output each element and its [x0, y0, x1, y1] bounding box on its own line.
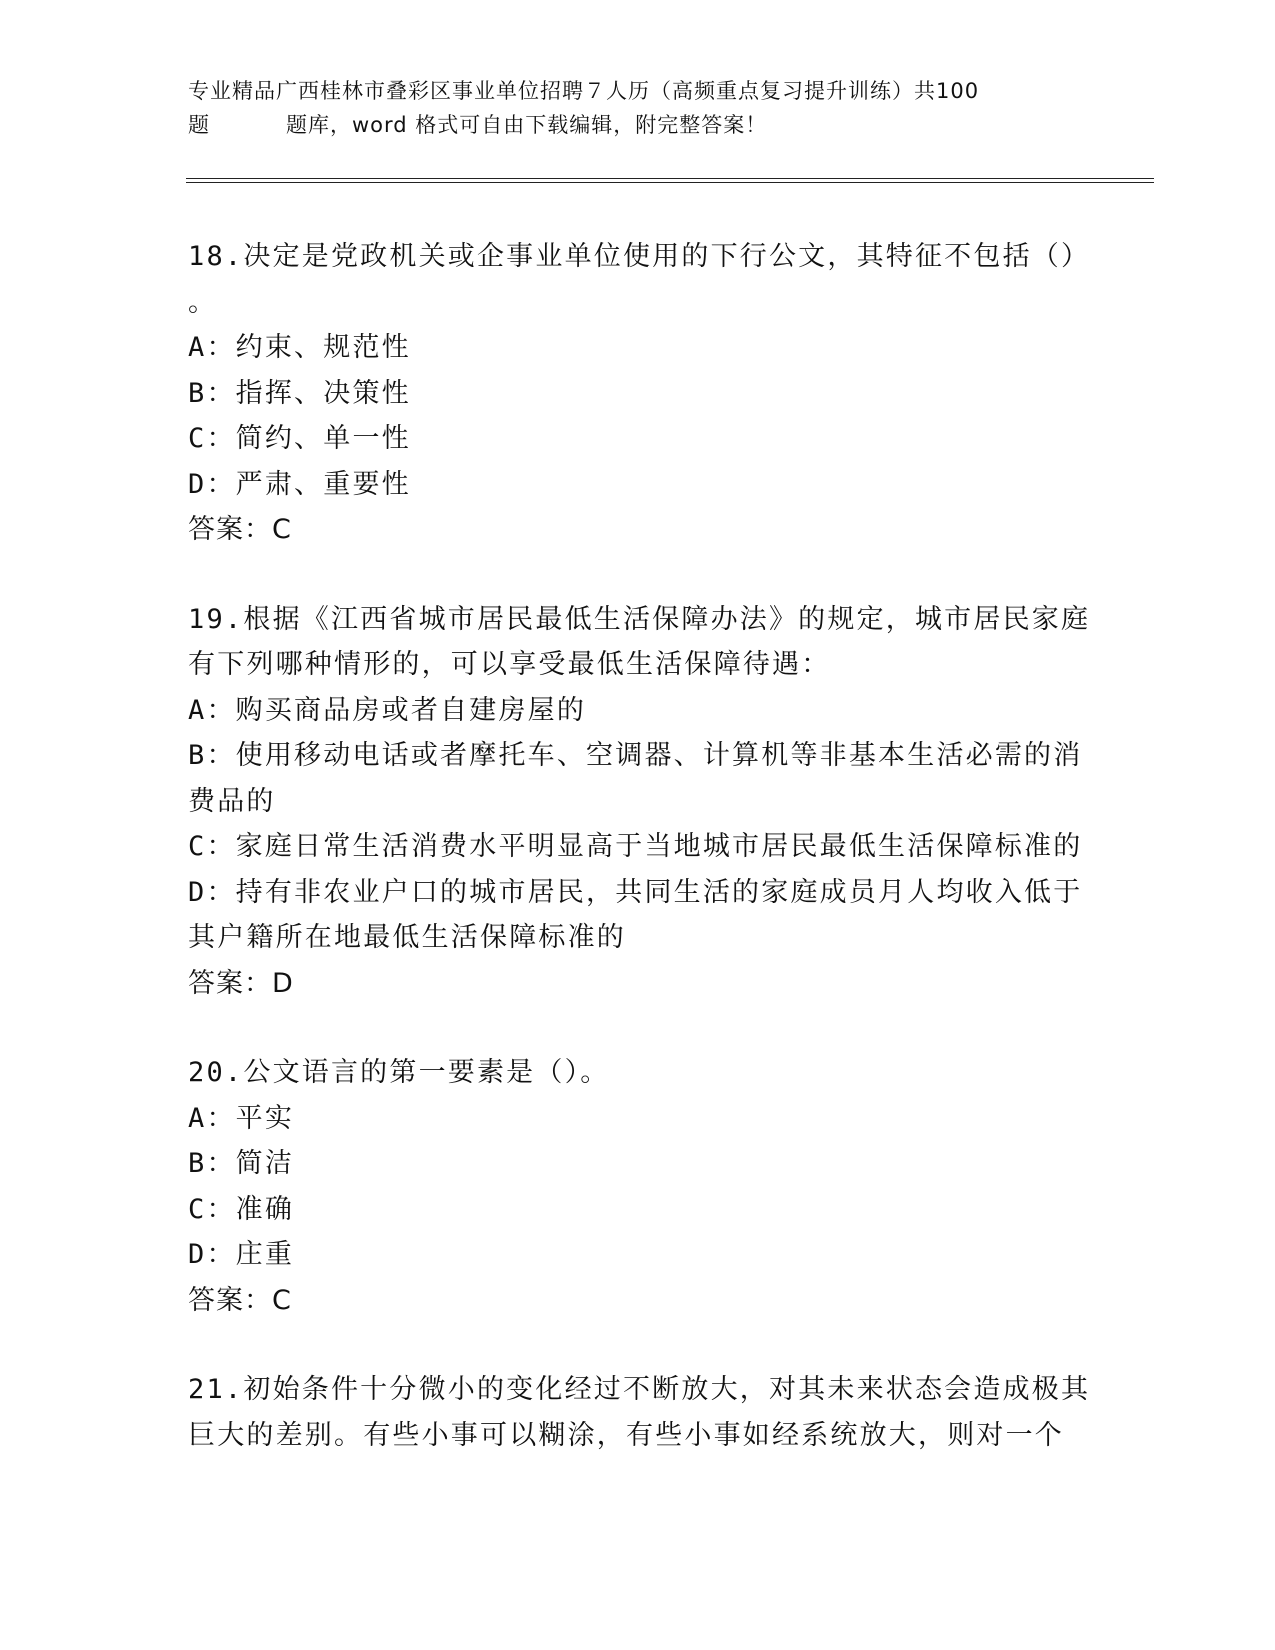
header-title-line-2-right: 题库，word 格式可自由下载编辑，附完整答案！ — [286, 113, 768, 137]
answer-label: 答案：C — [188, 514, 292, 545]
question-stem: 20.公文语言的第一要素是（）。 — [188, 1057, 610, 1088]
question-stem-continued: 有下列哪种情形的，可以享受最低生活保障待遇： — [188, 649, 831, 680]
option-a: A：购买商品房或者自建房屋的 — [188, 694, 587, 726]
option-b: B：使用移动电话或者摩托车、空调器、计算机等非基本生活必需的消 — [188, 740, 1083, 771]
page-header — [188, 74, 1108, 142]
question-stem-continued: 巨大的差别。有些小事可以糊涂，有些小事如经系统放大，则对一个 — [188, 1419, 1064, 1451]
header-divider-top — [186, 178, 1154, 179]
question-stem: 18.决定是党政机关或企事业单位使用的下行公文，其特征不包括（） — [188, 241, 1091, 272]
option-b: B：指挥、决策性 — [188, 377, 411, 409]
question-20 — [188, 1050, 1088, 1323]
option-b-continued: 费品的 — [188, 785, 276, 817]
option-d: D：庄重 — [188, 1239, 295, 1270]
option-d-continued: 其户籍所在地最低生活保障标准的 — [188, 922, 626, 953]
question-stem-continued: 。 — [188, 286, 218, 318]
header-title-line-2-left: 题 — [188, 113, 210, 137]
answer-label: 答案：D — [188, 967, 294, 999]
option-d: D：持有非农业户口的城市居民，共同生活的家庭成员月人均收入低于 — [188, 876, 1083, 908]
question-18 — [188, 234, 1091, 553]
question-21 — [188, 1367, 1091, 1458]
question-19 — [188, 597, 1091, 1007]
option-c: C：准确 — [188, 1193, 295, 1225]
option-c: C：简约、单一性 — [188, 423, 411, 454]
option-d: D：严肃、重要性 — [188, 468, 411, 500]
question-stem: 19.根据《江西省城市居民最低生活保障办法》的规定，城市居民家庭 — [188, 603, 1091, 635]
question-list — [188, 234, 1091, 1502]
header-title-line-1: 专业精品广西桂林市叠彩区事业单位招聘７人历（高频重点复习提升训练）共100 — [188, 79, 980, 103]
option-c: C：家庭日常生活消费水平明显高于当地城市居民最低生活保障标准的 — [188, 831, 1083, 862]
header-title-line-2 — [188, 108, 1108, 142]
answer-label: 答案：C — [188, 1284, 292, 1316]
option-a: A：平实 — [188, 1102, 295, 1134]
option-b: B：简洁 — [188, 1148, 295, 1179]
header-divider-bottom — [186, 182, 1154, 183]
question-stem: 21.初始条件十分微小的变化经过不断放大，对其未来状态会造成极其 — [188, 1374, 1091, 1405]
option-a: A：约束、规范性 — [188, 332, 411, 363]
